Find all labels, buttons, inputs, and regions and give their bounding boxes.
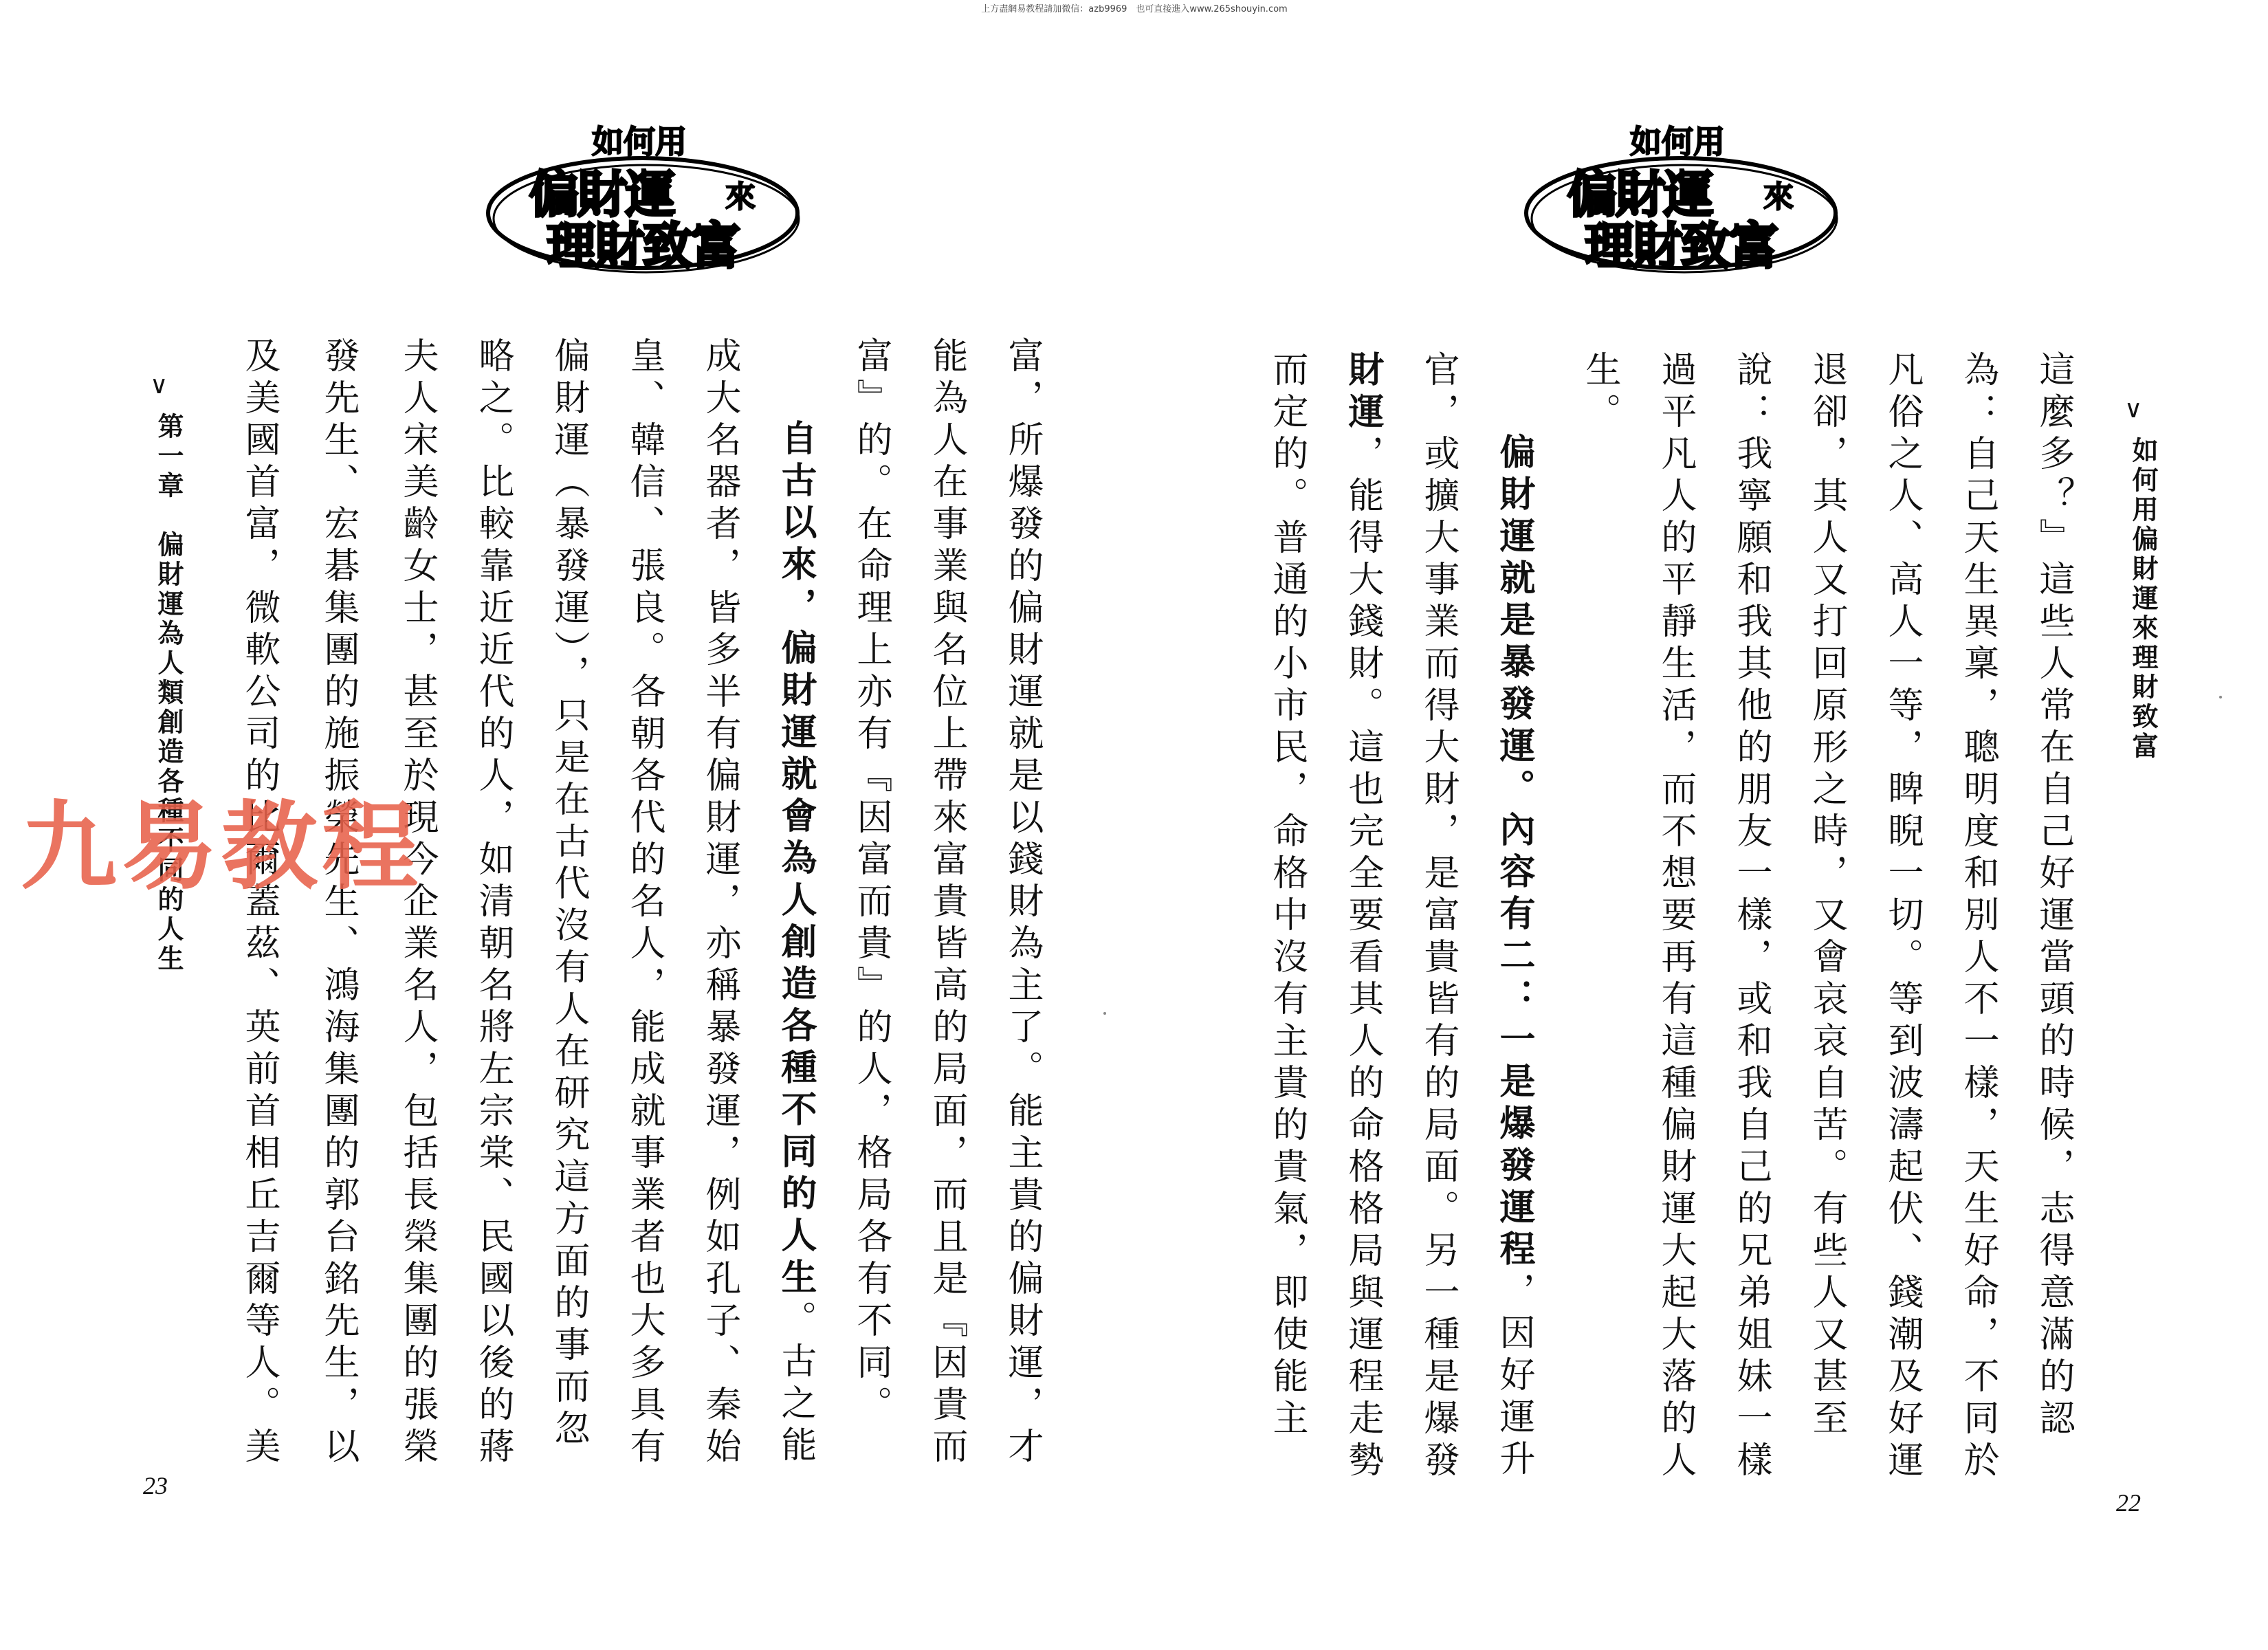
book-logo-left — [481, 103, 804, 282]
book-header: 如何用偏財運來理財致富 — [2128, 437, 2159, 762]
left-col-9: 夫人宋美齡女士，甚至於現今企業名人，包括長榮集團的張榮 — [397, 337, 438, 1469]
logo-line2: 理財致富 — [1585, 217, 1778, 275]
page-number-right: 22 — [2116, 1489, 2141, 1517]
right-col-10 — [1341, 351, 1385, 1483]
left-col-11: 及美國首富，微軟公司的比爾蓋茲、英前首相丘吉爾等人。美 — [239, 337, 280, 1469]
left-col-10: 發先生、宏碁集團的施振榮先生、鴻海集團的郭台銘先生，以 — [318, 337, 359, 1469]
left-col-4-bold: 自古以來，偏財運就會為人創造各種不同的人生 — [775, 419, 816, 1300]
right-col-2: 為：自己天生異稟，聰明度和別人不一樣，天生好命，不同於 — [1957, 351, 1999, 1483]
right-col-3: 凡俗之人、高人一等，睥睨一切。等到波濤起伏、錢潮及好運 — [1882, 351, 1923, 1483]
scan-speck — [1103, 1012, 1106, 1015]
right-col-10-bold: 財運 — [1342, 351, 1383, 434]
logo-line1: 偏財運 — [1567, 166, 1713, 223]
right-col-8-bold: 偏財運就是暴發運。內容有二：一是爆發運程 — [1493, 433, 1534, 1272]
right-col-7: 生。 — [1579, 351, 1620, 434]
right-col-8 — [1492, 433, 1536, 1482]
left-col-2: 能為人在事業與名位上帶來富貴皆高的局面，而且是『因貴而 — [926, 337, 967, 1469]
logo-line2: 理財致富 — [547, 217, 740, 275]
left-col-4-normal: 。古之能 — [775, 1300, 816, 1468]
logo-suffix: 來 — [1763, 179, 1794, 214]
left-col-4 — [773, 419, 817, 1468]
right-col-4: 退卻，其人又打回原形之時，又會哀哀自苦。有些人又甚至 — [1806, 351, 1847, 1441]
logo-line1: 偏財運 — [529, 166, 674, 223]
right-col-8-normal: ，因好運升 — [1493, 1272, 1534, 1482]
right-col-6: 過平凡人的平靜生活，而不想要再有這種偏財運大起大落的人 — [1655, 351, 1696, 1483]
logo-small-title: 如何用 — [1630, 123, 1725, 160]
left-col-1: 富，所爆發的偏財運就是以錢財為主了。能主貴的偏財運，才 — [1002, 337, 1043, 1469]
top-note: 上方盡網易教程請加微信：azb9969 也可直接進入www.265shouyin.com — [981, 4, 1288, 14]
left-col-3: 富』的。在命理上亦有『因富而貴』的人，格局各有不同。 — [850, 337, 892, 1427]
logo-small-title: 如何用 — [592, 123, 687, 160]
watermark: 九易教程 — [21, 791, 423, 903]
left-col-8: 略之。比較靠近近代的人，如清朝名將左宗棠、民國以後的蔣 — [472, 337, 514, 1469]
page-number-left: 23 — [143, 1472, 168, 1499]
chapter-header: 第一章 偏財運為人類創造各種不同的人生 — [153, 412, 184, 974]
book-logo-right — [1519, 103, 1842, 282]
book-header-arrow-icon: ∨ — [2124, 395, 2143, 424]
scan-speck — [2219, 696, 2222, 698]
right-col-5: 說：我寧願和我其他的朋友一樣，或和我自己的兄弟姐妹一樣 — [1730, 351, 1772, 1483]
right-col-11: 而定的。普通的小市民，命格中沒有主貴的貴氣，即使能主 — [1266, 351, 1308, 1441]
right-col-1: 這麼多？』這些人常在自己好運當頭的時候，志得意滿的認 — [2033, 351, 2074, 1441]
right-col-10-normal: ，能得大錢財。這也完全要看其人的命格格局與運程走勢 — [1342, 434, 1383, 1483]
left-col-6: 皇、韓信、張良。各朝各代的名人，能成就事業者也大多具有 — [624, 337, 665, 1469]
left-col-5: 成大名器者，皆多半有偏財運，亦稱暴發運，例如孔子、秦始 — [699, 337, 740, 1469]
chapter-arrow-icon: ∨ — [150, 371, 168, 399]
logo-suffix: 來 — [725, 179, 756, 214]
right-col-9: 官，或擴大事業而得大財，是富貴皆有的局面。另一種是爆發 — [1418, 351, 1459, 1483]
left-col-7: 偏財運（暴發運），只是在古代沒有人在研究這方面的事而忽 — [548, 337, 589, 1451]
